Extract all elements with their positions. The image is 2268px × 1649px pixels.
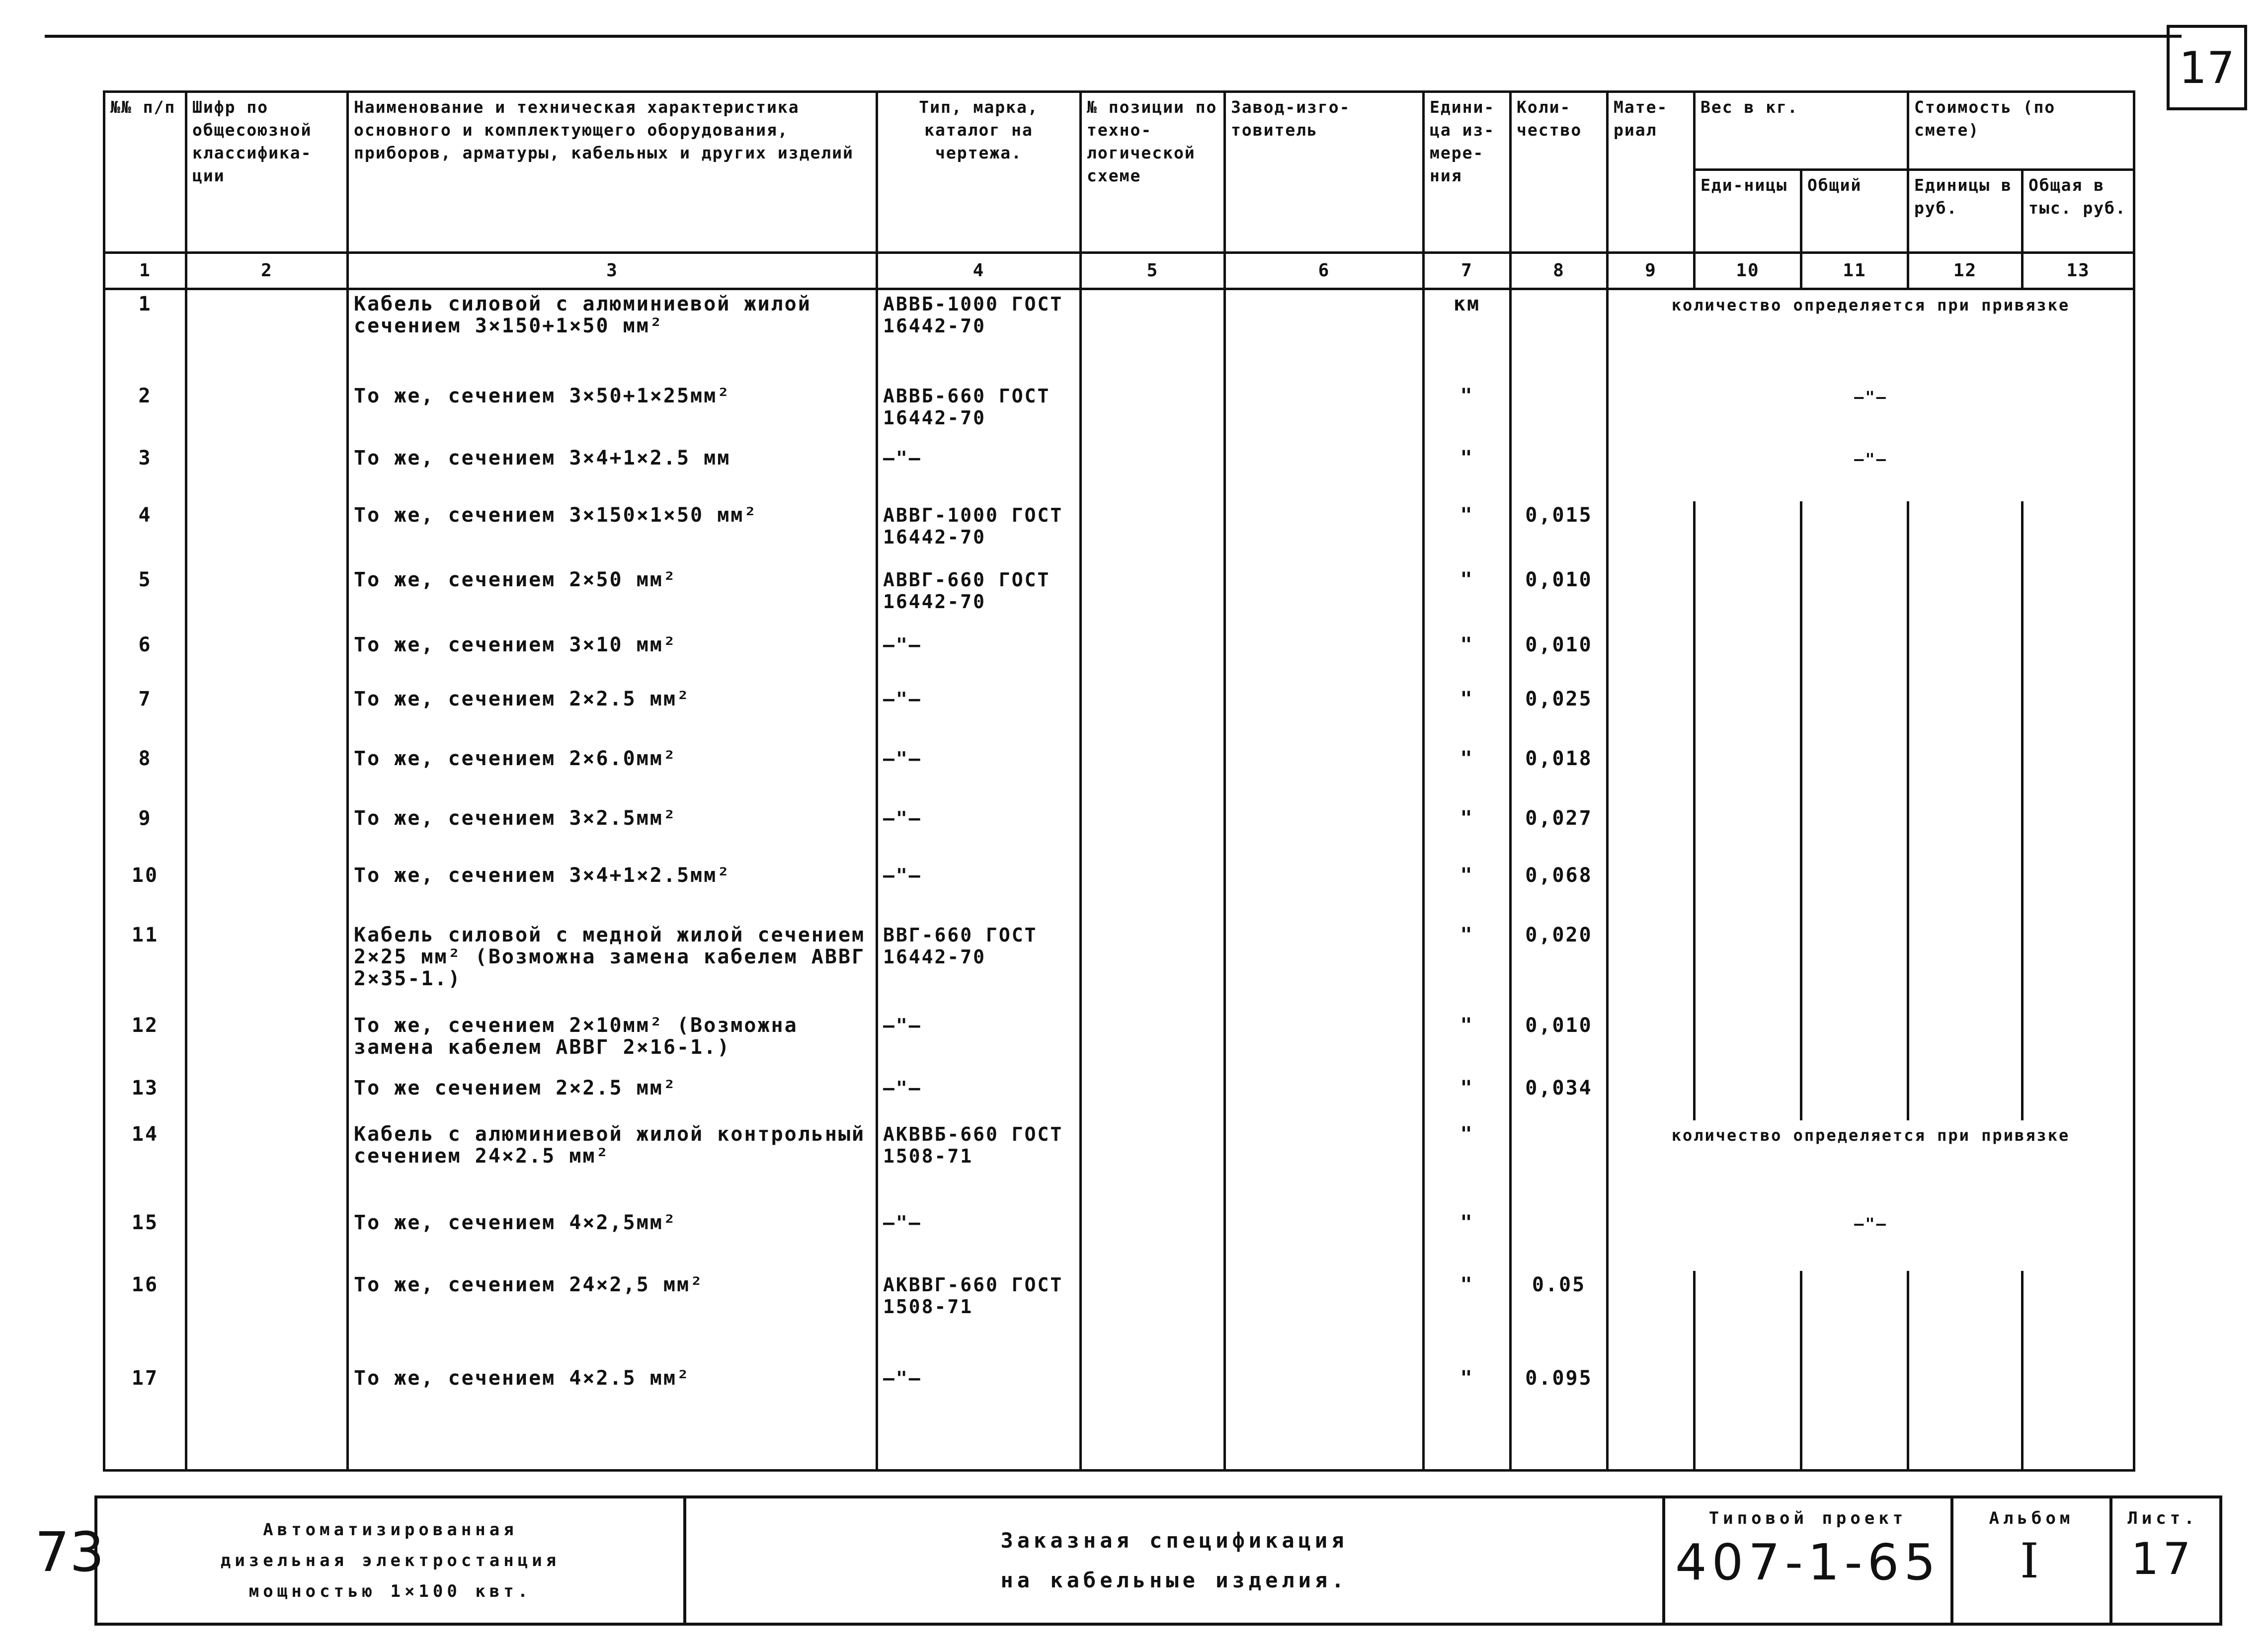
row-note (1608, 1120, 2134, 1208)
row-quantity (1511, 1120, 1608, 1208)
table-row (104, 685, 2134, 745)
album-label: Альбом (1989, 1508, 2074, 1528)
row-manufacturer (1225, 685, 1424, 745)
row-note-text: количество определяется при привязке (1671, 1126, 2070, 1145)
row-weight-unit (1695, 1074, 1801, 1121)
row-material (1608, 804, 1695, 862)
row-note (1608, 382, 2134, 444)
row-code (186, 804, 348, 862)
row-manufacturer (1225, 745, 1424, 804)
col-number: 6 (1225, 253, 1424, 289)
row-note-text: —"— (1854, 388, 1887, 407)
row-cost-total (2023, 501, 2134, 566)
object-line: Автоматизированная (263, 1520, 518, 1540)
title-object (97, 1498, 686, 1623)
row-weight-total (1801, 921, 1908, 1012)
row-quantity: 0,018 (1511, 745, 1608, 804)
row-code (186, 382, 348, 444)
row-quantity: 0,034 (1511, 1074, 1608, 1121)
row-weight-unit (1695, 745, 1801, 804)
row-cost-total (2023, 862, 2134, 921)
row-name: То же, сечением 3×2.5мм² (348, 804, 877, 862)
sheet-value: 17 (2131, 1533, 2195, 1584)
row-number: 12 (104, 1012, 186, 1074)
row-name: То же, сечением 2×6.0мм² (348, 745, 877, 804)
row-position (1081, 685, 1225, 745)
header-number: №№ п/п (104, 92, 186, 253)
row-manufacturer (1225, 1074, 1424, 1121)
row-position (1081, 804, 1225, 862)
row-name: То же, сечением 2×2.5 мм² (348, 685, 877, 745)
row-position (1081, 1074, 1225, 1121)
table-row (104, 1074, 2134, 1121)
row-position (1081, 1271, 1225, 1364)
row-weight-total (1801, 745, 1908, 804)
row-weight-total (1801, 566, 1908, 630)
row-weight-unit (1695, 631, 1801, 686)
row-code (186, 1012, 348, 1074)
row-unit: " (1424, 862, 1511, 921)
row-unit: " (1424, 382, 1511, 444)
row-name: То же, сечением 2×10мм² (Возможна замена кабелем АВВГ 2×16-1.) (348, 1012, 877, 1074)
row-type: —"— (877, 1209, 1081, 1271)
row-unit: " (1424, 745, 1511, 804)
row-manufacturer (1225, 1120, 1424, 1208)
header-type: Тип, марка, каталог на чертежа. (877, 92, 1081, 253)
row-number: 1 (104, 289, 186, 383)
row-code (186, 921, 348, 1012)
col-number: 10 (1695, 253, 1801, 289)
row-position (1081, 921, 1225, 1012)
row-material (1608, 1271, 1695, 1364)
header-unit: Едини-ца из-мере-ния (1424, 92, 1511, 253)
col-number: 11 (1801, 253, 1908, 289)
row-unit: " (1424, 921, 1511, 1012)
row-manufacturer (1225, 862, 1424, 921)
row-quantity: 0.095 (1511, 1364, 1608, 1471)
row-type: —"— (877, 862, 1081, 921)
title-project (1665, 1498, 1953, 1623)
row-cost-total (2023, 685, 2134, 745)
col-number: 4 (877, 253, 1081, 289)
row-type: —"— (877, 1074, 1081, 1121)
row-number: 9 (104, 804, 186, 862)
col-number: 7 (1424, 253, 1511, 289)
project-number: 407-1-65 (1675, 1533, 1941, 1591)
table-row (104, 566, 2134, 630)
table-row (104, 921, 2134, 1012)
row-code (186, 1074, 348, 1121)
row-code (186, 1271, 348, 1364)
object-line: дизельная электростанция (220, 1551, 561, 1570)
row-name: То же, сечением 3×4+1×2.5 мм (348, 444, 877, 501)
row-cost-unit (1908, 862, 2023, 921)
row-name: Кабель силовой с медной жилой сечением 2×25 мм² (Возможна замена кабелем АВВГ 2×35-1.) (348, 921, 877, 1012)
row-name: То же, сечением 3×150×1×50 мм² (348, 501, 877, 566)
row-weight-total (1801, 501, 1908, 566)
row-unit: " (1424, 1012, 1511, 1074)
row-name: То же сечением 2×2.5 мм² (348, 1074, 877, 1121)
title-document (686, 1498, 1665, 1623)
row-position (1081, 1012, 1225, 1074)
row-type: —"— (877, 444, 1081, 501)
row-weight-total (1801, 862, 1908, 921)
row-cost-total (2023, 745, 2134, 804)
row-type: АВВБ-1000 ГОСТ 16442-70 (877, 289, 1081, 383)
row-name: То же, сечением 3×10 мм² (348, 631, 877, 686)
row-cost-unit (1908, 921, 2023, 1012)
row-manufacturer (1225, 382, 1424, 444)
header-cost: Стоимость (по смете) (1908, 92, 2134, 170)
row-unit: " (1424, 1271, 1511, 1364)
row-material (1608, 862, 1695, 921)
row-type: —"— (877, 1012, 1081, 1074)
row-number: 3 (104, 444, 186, 501)
header-position: № позиции по техно-логической схеме (1081, 92, 1225, 253)
row-quantity (1511, 289, 1608, 383)
row-code (186, 685, 348, 745)
row-position (1081, 1364, 1225, 1471)
row-number: 16 (104, 1271, 186, 1364)
row-type: —"— (877, 1364, 1081, 1471)
row-cost-total (2023, 1012, 2134, 1074)
row-cost-unit (1908, 631, 2023, 686)
header-cost-total: Общая в тыс. руб. (2023, 170, 2134, 253)
row-cost-unit (1908, 685, 2023, 745)
row-number: 8 (104, 745, 186, 804)
specification-table (103, 90, 2135, 1472)
row-quantity: 0,020 (1511, 921, 1608, 1012)
header-material: Мате-риал (1608, 92, 1695, 253)
row-note-text: —"— (1854, 450, 1887, 469)
table-row (104, 1209, 2134, 1271)
row-unit: " (1424, 444, 1511, 501)
table-row (104, 804, 2134, 862)
album-page-number: 73 (35, 1520, 104, 1584)
row-quantity (1511, 444, 1608, 501)
row-unit: " (1424, 631, 1511, 686)
row-weight-unit (1695, 501, 1801, 566)
row-unit: км (1424, 289, 1511, 383)
header-code: Шифр по общесоюзной классифика-ции (186, 92, 348, 253)
table-row (104, 501, 2134, 566)
table-row (104, 382, 2134, 444)
row-type: АВВБ-660 ГОСТ 16442-70 (877, 382, 1081, 444)
row-material (1608, 685, 1695, 745)
row-type: —"— (877, 745, 1081, 804)
row-weight-unit (1695, 1364, 1801, 1471)
row-material (1608, 1074, 1695, 1121)
row-position (1081, 444, 1225, 501)
row-position (1081, 745, 1225, 804)
row-note-text: количество определяется при привязке (1671, 296, 2070, 314)
row-cost-unit (1908, 745, 2023, 804)
row-material (1608, 566, 1695, 630)
row-cost-total (2023, 1074, 2134, 1121)
row-code (186, 1209, 348, 1271)
row-name: Кабель силовой с алюминиевой жилой сечением 3×150+1×50 мм² (348, 289, 877, 383)
row-position (1081, 382, 1225, 444)
row-type: —"— (877, 804, 1081, 862)
row-position (1081, 862, 1225, 921)
row-note (1608, 444, 2134, 501)
row-position (1081, 566, 1225, 630)
row-name: Кабель с алюминиевой жилой контрольный сечением 24×2.5 мм² (348, 1120, 877, 1208)
row-quantity: 0,015 (1511, 501, 1608, 566)
col-number: 12 (1908, 253, 2023, 289)
row-number: 13 (104, 1074, 186, 1121)
row-weight-unit (1695, 685, 1801, 745)
row-code (186, 631, 348, 686)
project-label: Типовой проект (1708, 1508, 1907, 1528)
row-weight-unit (1695, 804, 1801, 862)
row-weight-total (1801, 1271, 1908, 1364)
row-quantity: 0,010 (1511, 631, 1608, 686)
row-quantity: 0.05 (1511, 1271, 1608, 1364)
row-manufacturer (1225, 921, 1424, 1012)
row-name: То же, сечением 2×50 мм² (348, 566, 877, 630)
row-quantity (1511, 382, 1608, 444)
row-number: 5 (104, 566, 186, 630)
row-manufacturer (1225, 1012, 1424, 1074)
row-unit: " (1424, 804, 1511, 862)
row-type: —"— (877, 631, 1081, 686)
row-weight-unit (1695, 566, 1801, 630)
row-weight-unit (1695, 862, 1801, 921)
row-position (1081, 631, 1225, 686)
row-note-text: —"— (1854, 1214, 1887, 1233)
header-cost-unit: Единицы в руб. (1908, 170, 2023, 253)
row-quantity (1511, 1209, 1608, 1271)
col-number: 8 (1511, 253, 1608, 289)
row-number: 7 (104, 685, 186, 745)
album-value: I (2020, 1533, 2043, 1589)
row-manufacturer (1225, 1271, 1424, 1364)
row-weight-total (1801, 631, 1908, 686)
row-type: АВВГ-660 ГОСТ 16442-70 (877, 566, 1081, 630)
row-weight-total (1801, 685, 1908, 745)
row-manufacturer (1225, 289, 1424, 383)
row-name: То же, сечением 24×2,5 мм² (348, 1271, 877, 1364)
doc-title-line: на кабельные изделия. (1000, 1568, 1348, 1592)
row-cost-unit (1908, 1364, 2023, 1471)
table-row (104, 444, 2134, 501)
row-unit: " (1424, 566, 1511, 630)
row-cost-total (2023, 1364, 2134, 1471)
row-weight-total (1801, 1364, 1908, 1471)
row-number: 4 (104, 501, 186, 566)
header-quantity: Коли-чество (1511, 92, 1608, 253)
row-code (186, 862, 348, 921)
row-number: 2 (104, 382, 186, 444)
row-manufacturer (1225, 444, 1424, 501)
header-name: Наименование и техническая характеристика основного и комплектующего оборудования, приборов, арматуры, кабельных и других изделий (348, 92, 877, 253)
col-number: 9 (1608, 253, 1695, 289)
row-material (1608, 745, 1695, 804)
row-position (1081, 1209, 1225, 1271)
sheet-label: Лист. (2127, 1508, 2198, 1528)
doc-title-line: Заказная спецификация (1000, 1528, 1348, 1553)
row-number: 6 (104, 631, 186, 686)
row-unit: " (1424, 1364, 1511, 1471)
title-sheet (2112, 1498, 2213, 1623)
row-weight-unit (1695, 1012, 1801, 1074)
row-cost-total (2023, 1271, 2134, 1364)
table-row (104, 289, 2134, 383)
row-code (186, 501, 348, 566)
row-name: То же, сечением 3×50+1×25мм² (348, 382, 877, 444)
row-weight-unit (1695, 921, 1801, 1012)
row-position (1081, 501, 1225, 566)
header-weight-total: Общий (1801, 170, 1908, 253)
row-unit: " (1424, 1074, 1511, 1121)
row-number: 17 (104, 1364, 186, 1471)
row-weight-total (1801, 804, 1908, 862)
header-weight-unit: Еди-ницы (1695, 170, 1801, 253)
row-quantity: 0,027 (1511, 804, 1608, 862)
row-cost-unit (1908, 804, 2023, 862)
row-position (1081, 289, 1225, 383)
table-row (104, 1271, 2134, 1364)
row-name: То же, сечением 4×2.5 мм² (348, 1364, 877, 1471)
row-type: АВВГ-1000 ГОСТ 16442-70 (877, 501, 1081, 566)
row-quantity: 0,025 (1511, 685, 1608, 745)
table-row (104, 745, 2134, 804)
row-material (1608, 921, 1695, 1012)
row-code (186, 1120, 348, 1208)
col-number: 5 (1081, 253, 1225, 289)
row-cost-unit (1908, 566, 2023, 630)
row-unit: " (1424, 1209, 1511, 1271)
title-block (94, 1495, 2222, 1626)
row-manufacturer (1225, 631, 1424, 686)
row-weight-total (1801, 1074, 1908, 1121)
row-type: АКВВГ-660 ГОСТ 1508-71 (877, 1271, 1081, 1364)
col-number: 3 (348, 253, 877, 289)
row-number: 10 (104, 862, 186, 921)
row-cost-unit (1908, 501, 2023, 566)
row-material (1608, 501, 1695, 566)
col-number: 13 (2023, 253, 2134, 289)
table-row (104, 1120, 2134, 1208)
row-number: 15 (104, 1209, 186, 1271)
row-name: То же, сечением 4×2,5мм² (348, 1209, 877, 1271)
table-row (104, 1364, 2134, 1471)
row-code (186, 1364, 348, 1471)
header-weight: Вес в кг. (1695, 92, 1908, 170)
row-cost-total (2023, 921, 2134, 1012)
row-unit: " (1424, 501, 1511, 566)
row-cost-unit (1908, 1074, 2023, 1121)
row-type: —"— (877, 685, 1081, 745)
col-number: 2 (186, 253, 348, 289)
row-quantity: 0,010 (1511, 566, 1608, 630)
row-name: То же, сечением 3×4+1×2.5мм² (348, 862, 877, 921)
row-code (186, 566, 348, 630)
row-cost-unit (1908, 1271, 2023, 1364)
row-number: 11 (104, 921, 186, 1012)
row-code (186, 289, 348, 383)
row-note (1608, 1209, 2134, 1271)
row-cost-unit (1908, 1012, 2023, 1074)
row-weight-total (1801, 1012, 1908, 1074)
row-manufacturer (1225, 804, 1424, 862)
table-row (104, 862, 2134, 921)
title-album (1953, 1498, 2112, 1623)
row-material (1608, 1364, 1695, 1471)
row-manufacturer (1225, 566, 1424, 630)
row-position (1081, 1120, 1225, 1208)
row-type: ВВГ-660 ГОСТ 16442-70 (877, 921, 1081, 1012)
object-line: мощностью 1×100 квт. (248, 1581, 532, 1601)
table-row (104, 1012, 2134, 1074)
row-number: 14 (104, 1120, 186, 1208)
row-material (1608, 1012, 1695, 1074)
row-type: АКВВБ-660 ГОСТ 1508-71 (877, 1120, 1081, 1208)
top-border-line (45, 35, 2182, 38)
row-note (1608, 289, 2134, 383)
header-manufacturer: Завод-изго-товитель (1225, 92, 1424, 253)
row-unit: " (1424, 1120, 1511, 1208)
row-quantity: 0,068 (1511, 862, 1608, 921)
row-code (186, 745, 348, 804)
row-quantity: 0,010 (1511, 1012, 1608, 1074)
sheet-number-corner: 17 (2167, 25, 2247, 110)
row-manufacturer (1225, 1364, 1424, 1471)
row-weight-unit (1695, 1271, 1801, 1364)
row-cost-total (2023, 631, 2134, 686)
col-number: 1 (104, 253, 186, 289)
row-manufacturer (1225, 501, 1424, 566)
row-code (186, 444, 348, 501)
row-cost-total (2023, 804, 2134, 862)
row-manufacturer (1225, 1209, 1424, 1271)
row-material (1608, 631, 1695, 686)
row-unit: " (1424, 685, 1511, 745)
table-row (104, 631, 2134, 686)
row-cost-total (2023, 566, 2134, 630)
